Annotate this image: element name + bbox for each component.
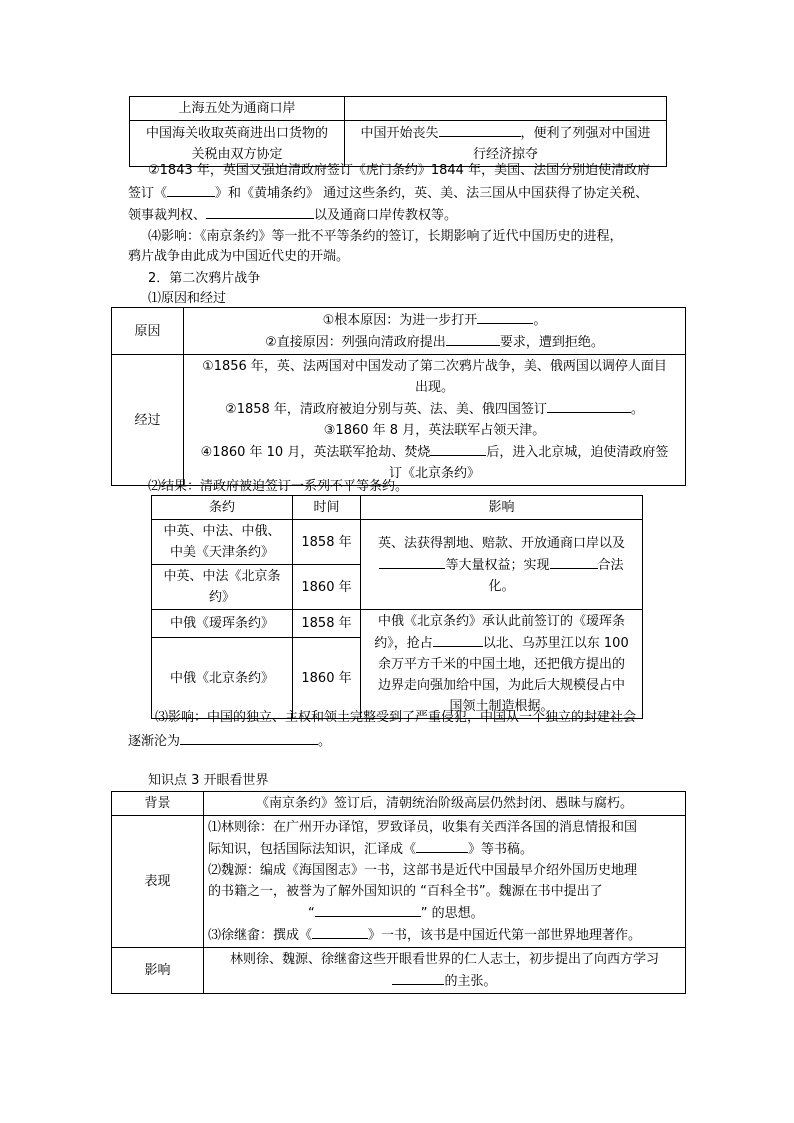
text: 中英、中法《北京条: [163, 569, 281, 584]
text: 。: [533, 313, 547, 328]
table-row: [112, 308, 686, 355]
text: 合法: [597, 557, 624, 573]
column-header: 影响: [361, 496, 643, 520]
column-header: 条约: [152, 496, 293, 520]
text: ” 的思想。: [420, 906, 484, 921]
text: 英、法获得割地、赔款、开放通商口岸以及: [377, 535, 625, 551]
text: 以北、乌苏里江以东 100: [482, 636, 629, 651]
cell-text: 行经济掠夺: [472, 147, 538, 162]
fill-blank[interactable]: [206, 204, 314, 219]
text: 要求，遭到拒绝。: [499, 335, 604, 350]
row-label: 原因: [112, 308, 184, 355]
text: 中美《天津条约》: [169, 545, 274, 560]
fill-blank[interactable]: [433, 632, 483, 647]
table-cell: 1860 年: [293, 565, 361, 610]
table-cell: [184, 308, 686, 355]
table-cell: [184, 355, 686, 486]
fill-blank[interactable]: [392, 970, 444, 985]
text: ②直接原因：列强向清政府提出: [265, 335, 446, 350]
text: 逐渐沦为: [128, 734, 181, 749]
text: 林则徐、魏源、徐继畲这些开眼看世界的仁人志士，初步提出了向西方学习: [229, 952, 659, 967]
table-row: [152, 496, 643, 520]
cell-text: ，便利了列强对中国进: [520, 126, 651, 141]
table-cell: 1860 年: [293, 638, 361, 719]
fill-blank[interactable]: [550, 554, 598, 569]
text: 中俄《北京条约》承认此前签订的《瑷珲条: [377, 614, 625, 629]
text: 中英、中法、中俄、: [163, 524, 281, 539]
cell-text: 关税由双方协定: [191, 146, 283, 162]
text: 。: [318, 734, 332, 749]
fill-blank[interactable]: [315, 902, 421, 917]
table-row: [112, 816, 686, 948]
cell-text: 中国开始丧失: [360, 126, 439, 141]
table-row: [152, 520, 643, 565]
fill-blank[interactable]: [439, 122, 521, 137]
text: 。: [630, 402, 644, 417]
table-cell: 1858 年: [293, 520, 361, 565]
fill-blank[interactable]: [430, 441, 486, 456]
table-row: [112, 792, 686, 816]
paragraph-line: ②1843 年，英国又强迫清政府签订《虎门条约》1844 年，美国、法国分别迫使清政府: [148, 163, 651, 178]
section-heading: 2．第二次鸦片战争: [148, 271, 261, 286]
table-cell: 《南京条约》签订后，清朝统治阶级高层仍然封闭、愚昧与腐朽。: [204, 792, 686, 816]
fill-blank[interactable]: [446, 331, 500, 346]
text: 余万平方千米的中国土地，还把俄方提出的: [377, 657, 625, 672]
text: 》一书，该书是中国近代第一部世界地理著作。: [368, 928, 642, 943]
row-label: 背景: [112, 792, 204, 816]
table-row: [112, 355, 686, 486]
text: 签订《: [128, 186, 168, 201]
table-treaty-continuation: [129, 96, 667, 167]
table-cell: [345, 97, 667, 121]
text: ④1860 年 10 月，英法联军抢劫、焚烧: [200, 445, 431, 460]
table-cause-process: [111, 307, 686, 486]
text: ③1860 年 8 月，英法联军占领天津。: [323, 423, 546, 438]
table-results: [151, 495, 643, 719]
fill-blank[interactable]: [312, 924, 368, 939]
text: 后，进入北京城，迫使清政府签: [486, 445, 669, 460]
fill-blank[interactable]: [416, 838, 468, 853]
fill-blank[interactable]: [167, 182, 215, 197]
text: ⑵魏源：编成《海国图志》一书，这部书是近代中国最早介绍外国历史地理: [208, 863, 638, 878]
column-header: 时间: [293, 496, 361, 520]
text: “: [308, 906, 315, 921]
text: 等大量权益；实现: [445, 557, 550, 573]
table-cell: 上海五处为通商口岸: [130, 97, 345, 121]
table-cell: [204, 816, 686, 948]
text: ①1856 年，英、法两国对中国发动了第二次鸦片战争，美、俄两国以调停人面目: [202, 359, 667, 374]
table-cell: [361, 520, 643, 610]
paragraph-line: 鸦片战争由此成为中国近代史的开端。: [128, 249, 350, 264]
text: 际知识，包括国际法知识，汇译成《: [208, 842, 417, 857]
text: 的主张。: [444, 974, 497, 989]
paragraph-line: [128, 182, 794, 204]
table-row: [152, 610, 643, 638]
paragraph-line: ⑷影响：《南京条约》等一批不平等条约的签订，长期影响了近代中国历史的进程，: [148, 229, 623, 244]
text: 》等书稿。: [468, 842, 534, 857]
text: 约》: [208, 590, 235, 605]
table-row: [112, 948, 686, 994]
text: 领事裁判权、: [128, 208, 207, 223]
fill-blank[interactable]: [379, 554, 445, 569]
text: 边界走向强加给中国，为此后大规模侵占中: [377, 678, 625, 693]
fill-blank[interactable]: [547, 398, 631, 413]
table-cell: 1858 年: [293, 610, 361, 638]
text: 》和《黄埔条约》 通过这些条约，英、美、法三国从中国获得了协定关税、: [215, 186, 649, 201]
text: 化。: [488, 578, 515, 594]
fill-blank[interactable]: [477, 309, 533, 324]
table-cell: 中俄《瑷珲条约》: [152, 610, 293, 638]
row-label: 表现: [112, 816, 204, 948]
text: ⑶徐继畲：撰成《: [208, 928, 313, 943]
subsection-heading: ⑵结果：清政府被迫签订一系列不平等条约。: [148, 479, 409, 494]
table-open-eyes: [111, 791, 686, 994]
table-cell: [152, 565, 293, 610]
text: 国领土制造根据。: [449, 699, 554, 714]
fill-blank[interactable]: [180, 730, 318, 745]
table-row: [130, 97, 667, 121]
row-label: 影响: [112, 948, 204, 994]
section-heading: 知识点 3 开眼看世界: [148, 773, 269, 788]
cell-text: 中国海关收取英商进出口货物的: [145, 125, 328, 141]
text: 订《北京条约》: [388, 466, 480, 481]
text: 出现。: [414, 380, 454, 395]
text: ⑴林则徐：在广州开办译馆，罗致译员，收集有关西洋各国的消息情报和国: [208, 820, 638, 835]
table-cell: [204, 948, 686, 994]
table-cell: [361, 610, 643, 719]
text: 约》，抢占: [374, 636, 433, 651]
paragraph-line: [128, 204, 794, 226]
text: ①根本原因：为进一步打开: [322, 313, 478, 328]
paragraph-line: [128, 730, 794, 752]
table-cell: 中俄《北京条约》: [152, 638, 293, 719]
text: 以及通商口岸传教权等。: [314, 208, 458, 223]
row-label: 经过: [112, 355, 184, 486]
subsection-heading: ⑴原因和经过: [148, 291, 227, 306]
text: 的书籍之一，被誉为了解外国知识的 “百科全书”。魏源在书中提出了: [208, 884, 603, 899]
text: ②1858 年，清政府被迫分别与英、法、美、俄四国签订: [225, 402, 547, 417]
table-cell: [152, 520, 293, 565]
paragraph-line: ⑶影响：中国的独立、主权和领土完整受到了严重侵犯，中国从一个独立的封建社会: [155, 710, 637, 725]
